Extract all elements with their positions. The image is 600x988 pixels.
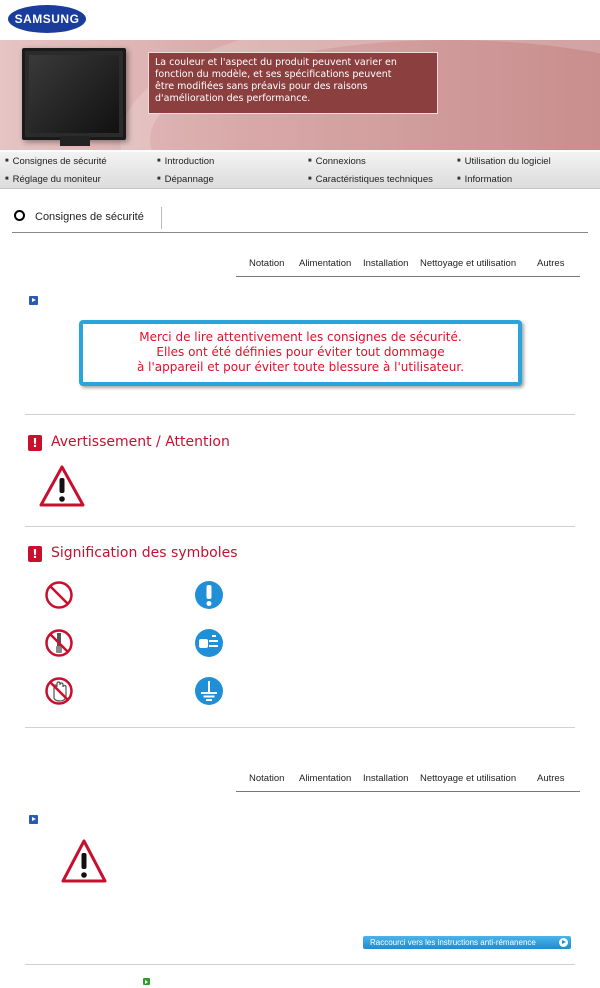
banner: [0, 40, 600, 150]
ground-icon: [194, 676, 224, 706]
nav-logiciel[interactable]: ■ Utilisation du logiciel: [457, 156, 551, 167]
nav-depannage[interactable]: ■ Dépannage: [157, 174, 214, 185]
nav-reglage[interactable]: ■ Réglage du moniteur: [5, 174, 101, 185]
nav-consignes[interactable]: ■ Consignes de sécurité: [5, 156, 107, 167]
page-title: Consignes de sécurité: [14, 210, 144, 223]
prohibited-icon: [44, 580, 74, 610]
banner-disclaimer: La couleur et l'aspect du produit peuvent varier en fonction du modèle, et ses spécifications peuvent être modifiées sans préavis pour des raisons d'amélioration des performance.: [148, 52, 438, 114]
exclamation-icon: !: [28, 546, 42, 562]
nav-caracteristiques[interactable]: ■ Caractéristiques techniques: [308, 174, 433, 185]
next-arrow-icon[interactable]: [143, 978, 150, 985]
warning-triangle-icon: [38, 464, 86, 508]
tab-notation[interactable]: Notation: [249, 773, 285, 784]
tab-notation[interactable]: Notation: [249, 258, 285, 269]
play-arrow-icon[interactable]: [29, 296, 38, 305]
do-not-touch-icon: [44, 676, 74, 706]
safety-notice: Merci de lire attentivement les consignes de sécurité. Elles ont été définies pour éviter tout dommage à l'appareil et pour éviter toute blessure à l'utilisateur.: [79, 320, 522, 386]
anti-burn-in-shortcut-button[interactable]: Raccourci vers les instructions anti-rémanence: [363, 936, 571, 949]
tab-alimentation[interactable]: Alimentation: [299, 258, 352, 269]
warning-triangle-icon: [60, 838, 108, 884]
arrow-right-icon: [559, 938, 568, 947]
monitor-image: [22, 48, 126, 140]
tab-nettoyage[interactable]: Nettoyage et utilisation: [420, 258, 517, 269]
nav-introduction[interactable]: ■ Introduction: [157, 156, 214, 167]
symbols-heading: ! Signification des symboles: [28, 545, 238, 562]
unplug-icon: [194, 628, 224, 658]
tab-nettoyage[interactable]: Nettoyage et utilisation: [420, 773, 517, 784]
warning-heading: ! Avertissement / Attention: [28, 434, 230, 451]
main-nav: [0, 152, 600, 189]
nav-connexions[interactable]: ■ Connexions: [308, 156, 366, 167]
logo-link[interactable]: [8, 5, 86, 33]
tab-bar-top: [236, 256, 580, 277]
tab-bar-bottom: [236, 771, 580, 792]
bullet-circle-icon: [14, 210, 25, 221]
nav-information[interactable]: ■ Information: [457, 174, 512, 185]
do-not-disassemble-icon: [44, 628, 74, 658]
tab-installation[interactable]: Installation: [363, 258, 409, 269]
tab-alimentation[interactable]: Alimentation: [299, 773, 352, 784]
samsung-logo: SAMSUNG: [8, 5, 86, 33]
tab-installation[interactable]: Installation: [363, 773, 409, 784]
exclamation-icon: !: [28, 435, 42, 451]
tab-autres[interactable]: Autres: [537, 258, 565, 269]
tab-autres[interactable]: Autres: [537, 773, 565, 784]
important-icon: [194, 580, 224, 610]
play-arrow-icon[interactable]: [29, 815, 38, 824]
